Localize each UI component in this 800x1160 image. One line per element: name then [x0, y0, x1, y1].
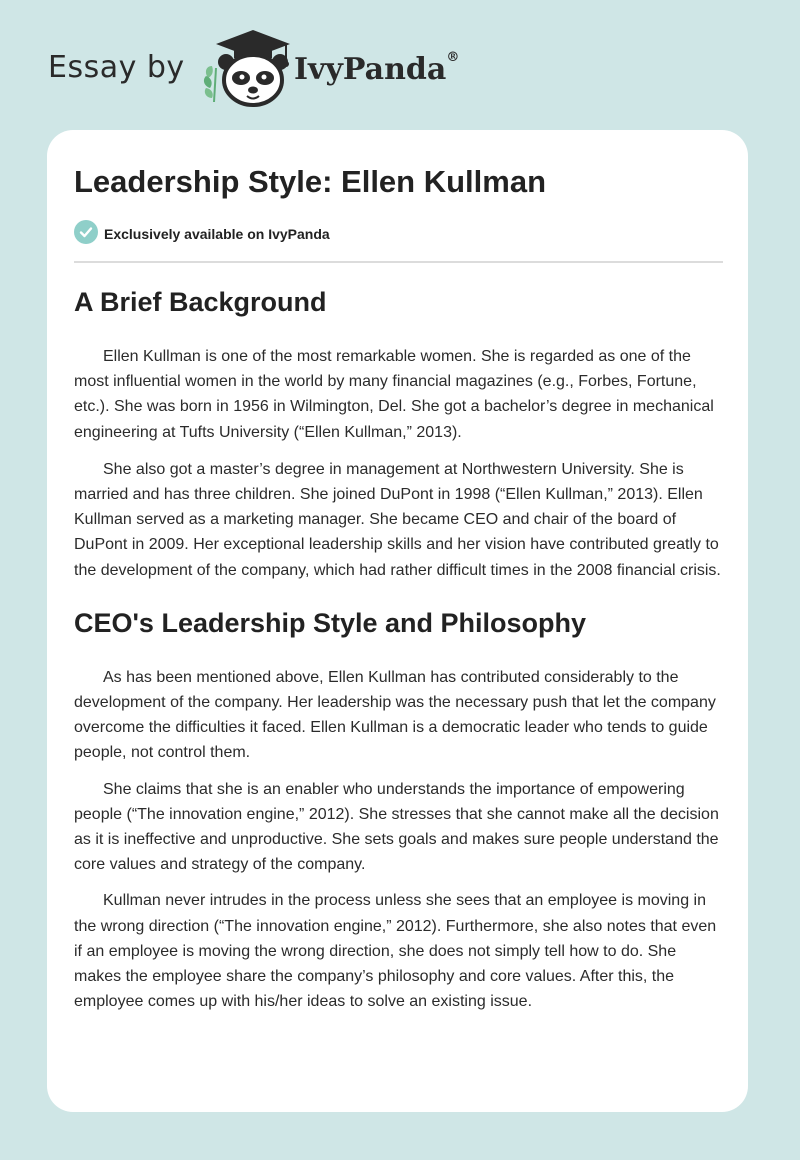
paragraph: Kullman never intrudes in the process unless she sees that an employee is moving in the wrong direction (“The innovation engine,” 2012). Furthermore, she also notes that even if an employee is moving the wrong direction, she does not simply tell how to do. She makes the employee share the company’s philosophy and core values. After this, the employee comes up with his/her ideas to solve an existing issue. — [74, 892, 717, 1011]
exclusive-label: Exclusively available on IvyPanda — [104, 226, 330, 242]
section-heading: A Brief Background — [74, 287, 327, 317]
brand-name[interactable]: IvyPanda® — [294, 50, 460, 87]
site-header — [48, 28, 548, 108]
registered-mark: ® — [446, 50, 460, 65]
panda-graduate-logo-icon[interactable] — [198, 28, 293, 108]
page-title: Leadership Style: Ellen Kullman — [74, 164, 547, 199]
exclusive-badge — [74, 222, 330, 246]
check-circle-icon — [74, 220, 98, 249]
paragraph: She claims that she is an enabler who understands the importance of empowering people (“The innovation engine,” 2012). She stresses that she cannot make all the decision as it is ineffective and unproductive. She sets goals and makes sure people understand the core values and strategy of the company. — [74, 780, 719, 874]
paragraph: As has been mentioned above, Ellen Kullman has contributed considerably to the development of the company. Her leadership was the necessary push that let the company overcome the difficulties it faced. Ellen Kullman is a democratic leader who tends to guide people, not control them. — [74, 668, 716, 762]
article-body — [74, 284, 723, 1025]
paragraph: Ellen Kullman is one of the most remarkable women. She is regarded as one of the most influential women in the world by many financial magazines (e.g., Forbes, Fortune, etc.). She was born in 1956 in Wilmington, Del. She got a bachelor’s degree in mechanical engineering at Tufts University (“Ellen Kullman,” 2013). — [74, 348, 714, 441]
article-card — [47, 130, 748, 1112]
divider — [74, 261, 723, 263]
section-heading: CEO's Leadership Style and Philosophy — [74, 607, 587, 638]
essay-by-label: Essay by — [48, 50, 185, 85]
paragraph: She also got a master’s degree in management at Northwestern University. She is married and has three children. She joined DuPont in 1998 (“Ellen Kullman,” 2013). Ellen Kullman served as a marketing manager. She became CEO and chair of the board of DuPont in 2009. Her exceptional leadership skills and her vision have contributed greatly to the development of the company, which had rather difficult times in the 2008 financial crisis. — [74, 460, 721, 579]
